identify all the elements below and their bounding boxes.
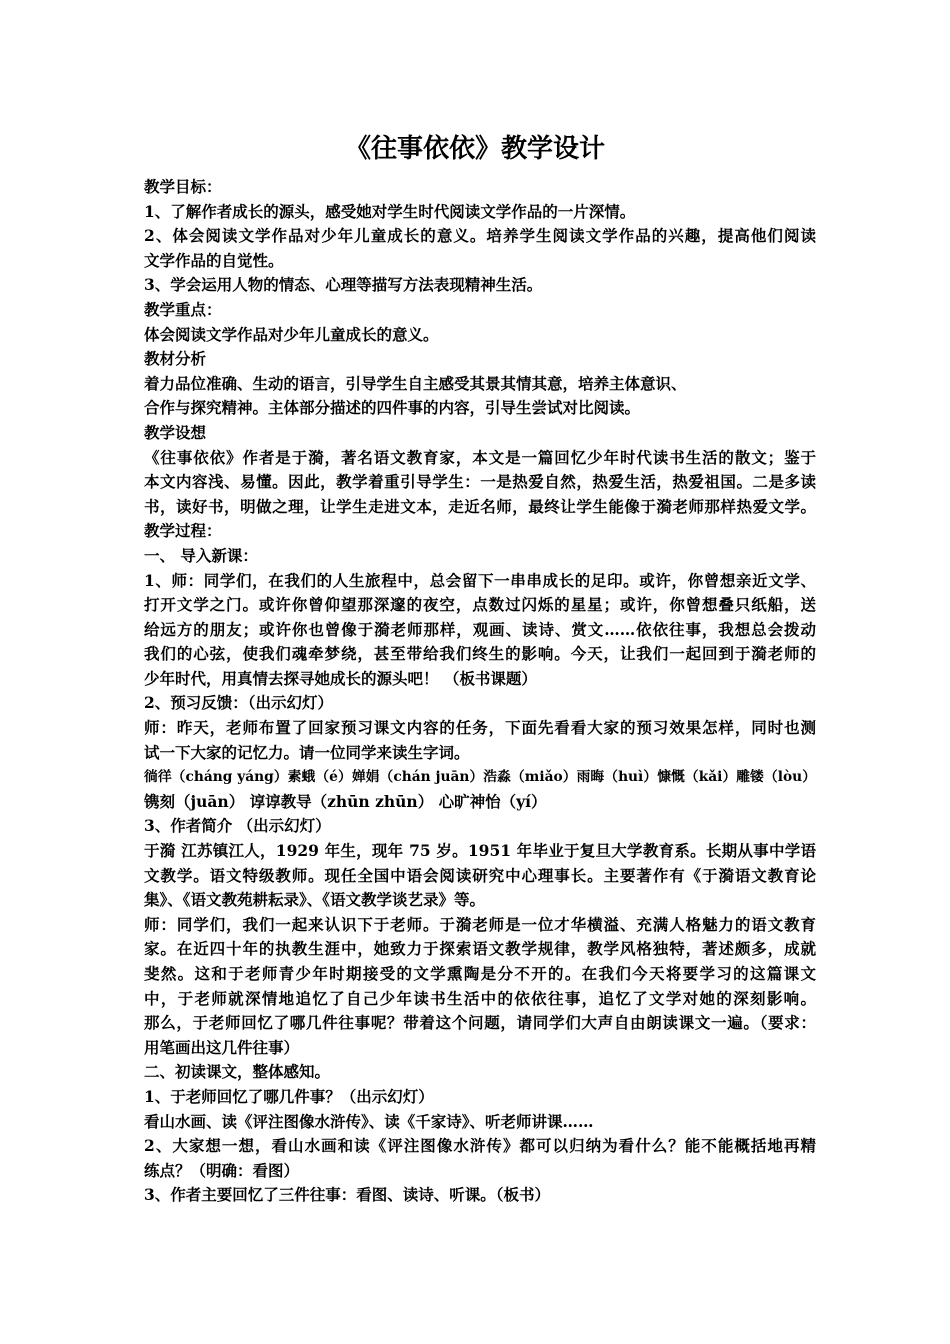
text-line: 本文内容浅、易懂。因此，教学着重引导学生：一是热爱自然，热爱生活，热爱祖国。二是多读 <box>144 472 816 492</box>
text-line: 3、学会运用人物的情态、心理等描写方法表现精神生活。 <box>144 275 543 295</box>
text-line: 着力品位准确、生动的语言，引导学生自主感受其景其情其意，培养主体意识、 <box>144 373 687 393</box>
text-line: 体会阅读文学作品对少年儿童成长的意义。 <box>144 324 439 344</box>
text-line: 合作与探究精神。主体部分描述的四件事的内容，引导生尝试对比阅读。 <box>144 398 641 418</box>
text-line: 师：同学们，我们一起来认识下于老师。于漪老师是一位才华横溢、充满人格魅力的语文教育 <box>144 914 816 934</box>
text-line: 1、了解作者成长的源头，感受她对学生时代阅读文学作品的一片深情。 <box>144 201 636 221</box>
text-line: 文学作品的自觉性。 <box>144 250 284 270</box>
text-line: 我们的心弦，使我们魂牵梦绕，甚至带给我们终生的影响。今天，让我们一起回到于漪老师的 <box>144 644 816 664</box>
text-line: 用笔画出这几件往事） <box>144 1037 300 1057</box>
text-line: 镌刻（juān） 谆谆教导（zhūn zhūn） 心旷神怡（yí） <box>144 791 547 811</box>
text-line: 3、作者简介 （出示幻灯） <box>144 816 331 836</box>
text-line: 教学过程： <box>144 521 222 541</box>
text-line: 那么，于老师回忆了哪几件往事呢？带着这个问题，请同学们大声自由朗读课文一遍。（要求： <box>144 1013 816 1033</box>
text-line: 文教学。语文特级教师。现任全国中语会阅读研究中心理事长。主要著作有《于漪语文教育论 <box>144 865 816 885</box>
text-line: 教学重点： <box>144 299 222 319</box>
text-line: 教学目标： <box>144 177 222 196</box>
text-line: 斐然。这和于老师青少年时期接受的文学熏陶是分不开的。在我们今天将要学习的这篇课文 <box>144 964 816 983</box>
text-line: 二、初读课文，整体感知。 <box>144 1062 331 1082</box>
text-line: 中，于老师就深情地追忆了自己少年读书生活中的依依往事，追忆了文学对她的深刻影响。 <box>144 988 816 1008</box>
text-line: 2、大家想一想，看山水画和读《评注图像水浒传》都可以归纳为看什么？能不能概括地再精 <box>144 1136 816 1156</box>
text-line: 看山水画、读《评注图像水浒传》、读《千家诗》、听老师讲课…… <box>144 1111 594 1131</box>
document-title: 《往事依依》教学设计 <box>344 134 605 164</box>
text-line: 1、师：同学们，在我们的人生旅程中，总会留下一串串成长的足印。或许，你曾想亲近文学、 <box>144 570 816 590</box>
text-line: 练点？（明确：看图） <box>144 1160 300 1180</box>
text-line: 少年时代，用真情去探寻她成长的源头吧！ （板书课题） <box>144 668 537 688</box>
text-line: 《往事依依》作者是于漪，著名语文教育家，本文是一篇回忆少年时代读书生活的散文；鉴于 <box>144 447 816 467</box>
text-line: 给远方的朋友；或许你也曾像于漪老师那样，观画、读诗、赏文……依依往事，我想总会拨动 <box>144 619 816 639</box>
text-line: 家。在近四十年的执教生涯中，她致力于探索语文教学规律，教学风格独特，著述颇多，成就 <box>144 939 816 959</box>
text-line: 3、作者主要回忆了三件往事：看图、读诗、听课。（板书） <box>144 1185 551 1205</box>
text-line: 打开文学之门。或许你曾仰望那深邃的夜空，点数过闪烁的星星；或许，你曾想叠只纸船，送 <box>144 595 816 615</box>
text-line: 教材分析 <box>144 349 207 369</box>
text-line: 2、体会阅读文学作品对少年儿童成长的意义。培养学生阅读文学作品的兴趣，提高他们阅读 <box>144 226 816 246</box>
text-line: 教学设想 <box>144 422 207 442</box>
text-line: 徜徉（cháng yáng）素蛾（é）婵娟（chán juān）浩淼（miǎo）雨晦（huì）慷慨（kǎi）雕镂（lòu） <box>144 769 816 786</box>
text-line: 书，读好书，明做之理，让学生走进文本，走近名师，最终让学生能像于漪老师那样热爱文学。 <box>144 496 816 516</box>
text-line: 1、于老师回忆了哪几件事？（出示幻灯） <box>144 1086 434 1106</box>
text-line: 集》、《语文教苑耕耘录》、《语文教学谈艺录》等。 <box>144 890 486 910</box>
text-line: 于漪 江苏镇江人，1929 年生，现年 75 岁。1951 年毕业于复旦大学教育系。长期从事中学语 <box>144 841 816 861</box>
text-line: 师：昨天，老师布置了回家预习课文内容的任务，下面先看看大家的预习效果怎样，同时也测 <box>144 718 816 738</box>
text-line: 一、 导入新课： <box>144 545 258 565</box>
document-body <box>144 175 816 1208</box>
text-line: 2、预习反馈：（出示幻灯） <box>144 693 334 713</box>
text-line: 试一下大家的记忆力。请一位同学来读生字词。 <box>144 742 470 762</box>
